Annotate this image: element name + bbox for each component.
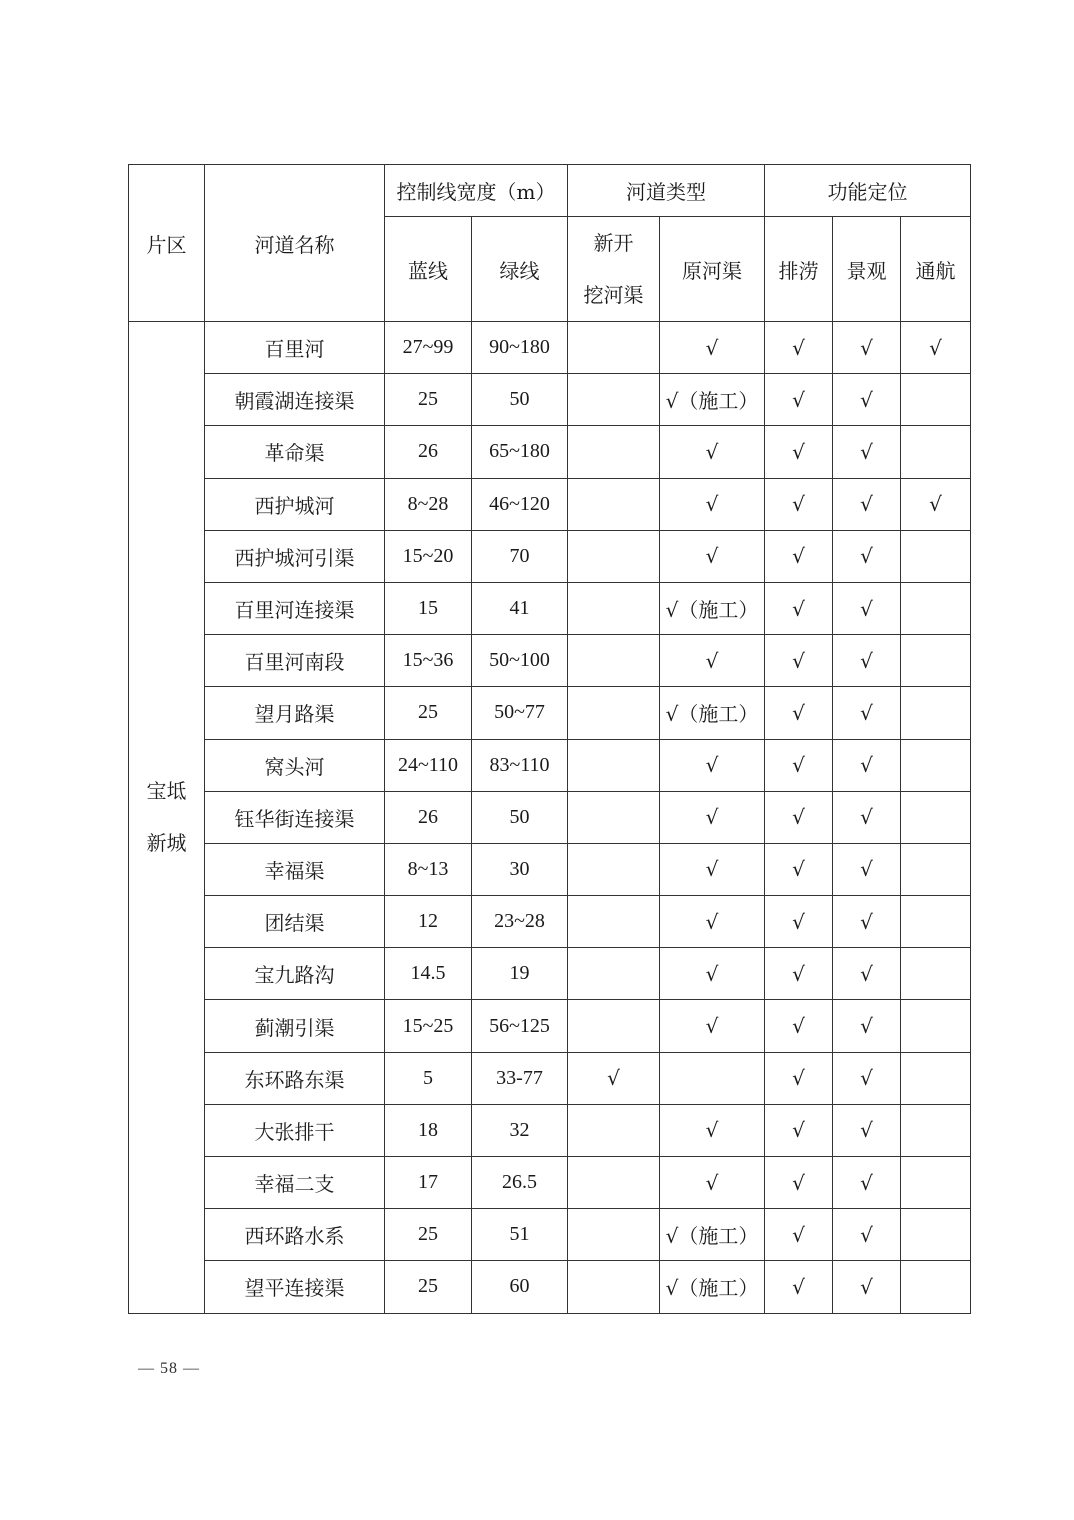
navigation-cell [901,687,971,739]
landscape-cell: √ [833,478,901,530]
landscape-cell: √ [833,1157,901,1209]
landscape-cell: √ [833,896,901,948]
header-original-canal: 原河渠 [660,217,765,322]
table-row [129,635,971,687]
table-row [129,687,971,739]
river-control-table [128,164,971,1314]
blue-line-cell: 26 [385,426,472,478]
green-line-cell: 83~110 [472,739,568,791]
river-name-cell: 望月路渠 [205,687,385,739]
navigation-cell [901,791,971,843]
green-line-cell: 26.5 [472,1157,568,1209]
landscape-cell: √ [833,1104,901,1156]
new-canal-cell [568,530,660,582]
navigation-cell [901,896,971,948]
landscape-cell: √ [833,1000,901,1052]
green-line-cell: 70 [472,530,568,582]
river-name-cell: 革命渠 [205,426,385,478]
original-canal-cell: √ [660,948,765,1000]
original-canal-cell: √（施工） [660,1209,765,1261]
blue-line-cell: 15 [385,582,472,634]
navigation-cell: √ [901,322,971,374]
new-canal-cell: √ [568,1052,660,1104]
river-name-cell: 西环路水系 [205,1209,385,1261]
river-name-cell: 百里河 [205,322,385,374]
green-line-cell: 32 [472,1104,568,1156]
blue-line-cell: 5 [385,1052,472,1104]
navigation-cell [901,1209,971,1261]
original-canal-cell: √ [660,1104,765,1156]
header-row-1 [129,165,971,217]
blue-line-cell: 18 [385,1104,472,1156]
new-canal-cell [568,322,660,374]
navigation-cell [901,739,971,791]
new-canal-cell [568,1104,660,1156]
district-line1: 宝坻 [146,779,187,804]
original-canal-cell: √ [660,322,765,374]
header-function: 功能定位 [765,165,971,217]
blue-line-cell: 15~20 [385,530,472,582]
table-row [129,322,971,374]
original-canal-cell: √ [660,1000,765,1052]
landscape-cell: √ [833,739,901,791]
navigation-cell [901,843,971,895]
original-canal-cell: √ [660,426,765,478]
table-row [129,374,971,426]
green-line-cell: 46~120 [472,478,568,530]
green-line-cell: 90~180 [472,322,568,374]
new-canal-cell [568,1000,660,1052]
landscape-cell: √ [833,635,901,687]
drainage-cell: √ [765,322,833,374]
drainage-cell: √ [765,374,833,426]
green-line-cell: 51 [472,1209,568,1261]
landscape-cell: √ [833,426,901,478]
navigation-cell [901,530,971,582]
drainage-cell: √ [765,1052,833,1104]
green-line-cell: 19 [472,948,568,1000]
original-canal-cell: √ [660,739,765,791]
original-canal-cell: √ [660,530,765,582]
new-canal-cell [568,1157,660,1209]
river-name-cell: 百里河南段 [205,635,385,687]
drainage-cell: √ [765,426,833,478]
drainage-cell: √ [765,843,833,895]
blue-line-cell: 8~13 [385,843,472,895]
green-line-cell: 50~100 [472,635,568,687]
new-canal-cell [568,426,660,478]
header-new-canal-line2: 挖河渠 [583,283,644,307]
original-canal-cell: √（施工） [660,1261,765,1313]
green-line-cell: 50 [472,791,568,843]
header-drainage: 排涝 [765,217,833,322]
table-row [129,1261,971,1313]
new-canal-cell [568,739,660,791]
blue-line-cell: 17 [385,1157,472,1209]
river-name-cell: 钰华街连接渠 [205,791,385,843]
district-cell [129,322,205,1314]
table-row [129,530,971,582]
landscape-cell: √ [833,791,901,843]
new-canal-cell [568,1209,660,1261]
navigation-cell [901,582,971,634]
new-canal-cell [568,1261,660,1313]
blue-line-cell: 25 [385,1261,472,1313]
new-canal-cell [568,582,660,634]
drainage-cell: √ [765,478,833,530]
green-line-cell: 50~77 [472,687,568,739]
new-canal-cell [568,896,660,948]
blue-line-cell: 14.5 [385,948,472,1000]
header-new-canal [568,217,660,322]
landscape-cell: √ [833,322,901,374]
original-canal-cell: √ [660,896,765,948]
navigation-cell [901,374,971,426]
green-line-cell: 33-77 [472,1052,568,1104]
landscape-cell: √ [833,1209,901,1261]
header-landscape: 景观 [833,217,901,322]
green-line-cell: 65~180 [472,426,568,478]
drainage-cell: √ [765,1104,833,1156]
drainage-cell: √ [765,530,833,582]
navigation-cell [901,635,971,687]
header-river-type: 河道类型 [568,165,765,217]
river-name-cell: 蓟潮引渠 [205,1000,385,1052]
navigation-cell [901,426,971,478]
green-line-cell: 41 [472,582,568,634]
blue-line-cell: 25 [385,1209,472,1261]
drainage-cell: √ [765,896,833,948]
original-canal-cell: √ [660,791,765,843]
original-canal-cell: √（施工） [660,687,765,739]
table-row [129,948,971,1000]
original-canal-cell: √（施工） [660,374,765,426]
green-line-cell: 60 [472,1261,568,1313]
drainage-cell: √ [765,1157,833,1209]
drainage-cell: √ [765,948,833,1000]
blue-line-cell: 27~99 [385,322,472,374]
table-row [129,582,971,634]
river-name-cell: 窝头河 [205,739,385,791]
river-name-cell: 西护城河 [205,478,385,530]
header-river-name: 河道名称 [205,165,385,322]
new-canal-cell [568,843,660,895]
landscape-cell: √ [833,687,901,739]
river-name-cell: 幸福渠 [205,843,385,895]
drainage-cell: √ [765,1000,833,1052]
river-name-cell: 望平连接渠 [205,1261,385,1313]
table-row [129,739,971,791]
navigation-cell [901,1261,971,1313]
header-green-line: 绿线 [472,217,568,322]
table-row [129,843,971,895]
river-name-cell: 团结渠 [205,896,385,948]
table-row [129,1209,971,1261]
original-canal-cell: √ [660,1157,765,1209]
header-new-canal-line1: 新开 [593,231,634,255]
river-name-cell: 西护城河引渠 [205,530,385,582]
page-number: — 58 — [138,1360,200,1377]
original-canal-cell: √ [660,843,765,895]
blue-line-cell: 12 [385,896,472,948]
river-name-cell: 幸福二支 [205,1157,385,1209]
table-row [129,791,971,843]
navigation-cell [901,1052,971,1104]
navigation-cell [901,1104,971,1156]
table-row [129,1157,971,1209]
blue-line-cell: 25 [385,374,472,426]
river-name-cell: 东环路东渠 [205,1052,385,1104]
landscape-cell: √ [833,582,901,634]
header-district: 片区 [129,165,205,322]
blue-line-cell: 25 [385,687,472,739]
blue-line-cell: 8~28 [385,478,472,530]
table-row [129,896,971,948]
landscape-cell: √ [833,948,901,1000]
new-canal-cell [568,478,660,530]
green-line-cell: 30 [472,843,568,895]
header-control-width: 控制线宽度（m） [385,165,568,217]
drainage-cell: √ [765,582,833,634]
new-canal-cell [568,948,660,1000]
original-canal-cell [660,1052,765,1104]
drainage-cell: √ [765,635,833,687]
header-navigation: 通航 [901,217,971,322]
river-name-cell: 大张排干 [205,1104,385,1156]
original-canal-cell: √ [660,478,765,530]
table-row [129,1104,971,1156]
new-canal-cell [568,791,660,843]
blue-line-cell: 26 [385,791,472,843]
table-row [129,426,971,478]
district-line2: 新城 [146,831,187,856]
landscape-cell: √ [833,374,901,426]
green-line-cell: 23~28 [472,896,568,948]
landscape-cell: √ [833,1261,901,1313]
drainage-cell: √ [765,1209,833,1261]
new-canal-cell [568,374,660,426]
river-name-cell: 宝九路沟 [205,948,385,1000]
header-blue-line: 蓝线 [385,217,472,322]
navigation-cell [901,948,971,1000]
table-row [129,1052,971,1104]
green-line-cell: 50 [472,374,568,426]
landscape-cell: √ [833,1052,901,1104]
landscape-cell: √ [833,843,901,895]
new-canal-cell [568,687,660,739]
landscape-cell: √ [833,530,901,582]
new-canal-cell [568,635,660,687]
original-canal-cell: √ [660,635,765,687]
drainage-cell: √ [765,1261,833,1313]
blue-line-cell: 24~110 [385,739,472,791]
navigation-cell: √ [901,478,971,530]
table-row [129,478,971,530]
green-line-cell: 56~125 [472,1000,568,1052]
blue-line-cell: 15~36 [385,635,472,687]
blue-line-cell: 15~25 [385,1000,472,1052]
river-name-cell: 朝霞湖连接渠 [205,374,385,426]
drainage-cell: √ [765,791,833,843]
river-name-cell: 百里河连接渠 [205,582,385,634]
drainage-cell: √ [765,739,833,791]
drainage-cell: √ [765,687,833,739]
navigation-cell [901,1000,971,1052]
table-row [129,1000,971,1052]
navigation-cell [901,1157,971,1209]
original-canal-cell: √（施工） [660,582,765,634]
